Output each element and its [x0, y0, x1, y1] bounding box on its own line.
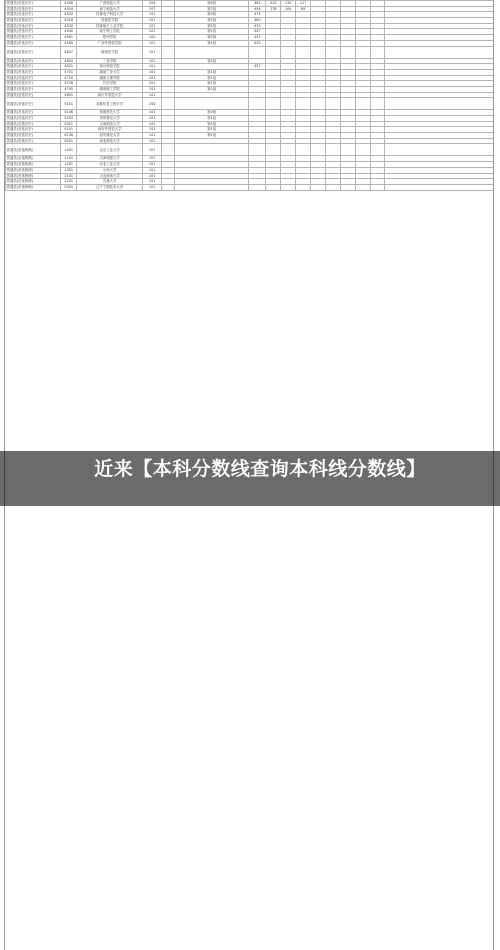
table-cell: 117	[296, 1, 311, 7]
table-cell: 普通类(首选历史)	[6, 12, 61, 18]
table-cell	[162, 98, 175, 110]
table-cell	[249, 184, 266, 190]
table-cell	[355, 144, 370, 156]
table-cell	[296, 98, 311, 110]
table-cell: 101	[143, 121, 162, 127]
table-cell: 普通类(首选历史)	[6, 64, 61, 70]
table-cell: 南宁理工学院	[77, 29, 143, 35]
table-cell: 474	[249, 12, 266, 18]
table-cell: 101	[143, 133, 162, 139]
table-cell: 4526	[61, 18, 77, 24]
table-cell: 第1组	[174, 86, 248, 92]
table-cell: 5101	[61, 98, 77, 110]
table-cell: 5321	[61, 121, 77, 127]
table-cell: 梧州学院	[77, 35, 143, 41]
table-cell	[266, 144, 281, 156]
table-cell: 第1组	[174, 75, 248, 81]
table-cell: 普通类(首选物理)	[6, 156, 61, 162]
table-cell	[281, 98, 296, 110]
table-cell: 2201	[61, 179, 77, 185]
table-cell: 普通类(首选历史)	[6, 121, 61, 127]
table-cell: 101	[143, 81, 162, 87]
table-cell	[325, 46, 340, 58]
table-cell: 大连海事大学	[77, 173, 143, 179]
table-cell: 480	[249, 18, 266, 24]
table-cell: 广西师范大学	[77, 1, 143, 7]
table-cell: 204	[143, 98, 162, 110]
table-cell: 普通类(首选历史)	[6, 86, 61, 92]
table-cell: 101	[143, 116, 162, 122]
table-cell: 第1组	[174, 40, 248, 46]
table-cell: 101	[143, 144, 162, 156]
table-cell: 101	[143, 69, 162, 75]
table-cell: 三亚学院	[77, 58, 143, 64]
table-cell	[325, 184, 340, 190]
table-cell: 101	[143, 179, 162, 185]
table-cell: 101	[143, 58, 162, 64]
table-row	[6, 46, 495, 58]
table-cell	[325, 144, 340, 156]
table-cell: 吉林大学	[77, 179, 143, 185]
table-cell	[355, 184, 370, 190]
table-cell: 普通类(首选历史)	[6, 18, 61, 24]
table-cell: 普通类(首选历史)	[6, 6, 61, 12]
table-cell: 4565	[61, 40, 77, 46]
table-cell: 普通类(首选物理)	[6, 173, 61, 179]
table-cell: 第7组	[174, 6, 248, 12]
table-cell: 普通类(首选物理)	[6, 162, 61, 168]
table-cell: 西南科技大学	[77, 110, 143, 116]
table-cell	[296, 144, 311, 156]
table-cell	[249, 144, 266, 156]
table-cell: 贵州财经大学	[77, 116, 143, 122]
table-cell: 第5组	[174, 12, 248, 18]
table-cell: 101	[143, 162, 162, 168]
table-cell: 101	[143, 138, 162, 144]
table-cell	[174, 98, 248, 110]
table-cell: 西安财经大学	[77, 133, 143, 139]
table-cell: 1001	[61, 144, 77, 156]
table-cell: 辽宁工程技术大学	[77, 184, 143, 190]
table-body	[6, 1, 495, 191]
table-cell	[340, 184, 355, 190]
table-cell	[249, 46, 266, 58]
table-cell: 101	[143, 127, 162, 133]
table-cell: 普通类(首选历史)	[6, 81, 61, 87]
table-cell: 1101	[61, 156, 77, 162]
table-cell	[162, 46, 175, 58]
table-cell: 普通类(首选历史)	[6, 127, 61, 133]
table-cell: 北京工业大学	[77, 144, 143, 156]
table-cell: 6101	[61, 127, 77, 133]
table-cell: 第6组	[174, 1, 248, 7]
table-cell: 447	[249, 29, 266, 35]
table-cell: 5203	[61, 116, 77, 122]
table-cell: 琼台师范学院	[77, 64, 143, 70]
table-cell: 4516	[61, 6, 77, 12]
table-cell: 普通类(首选物理)	[6, 184, 61, 190]
table-cell: 第1组	[174, 133, 248, 139]
table-cell	[311, 46, 326, 58]
table-cell: 广西外国语学院	[77, 40, 143, 46]
table-cell: 104	[281, 6, 296, 12]
table-cell: 第2组	[174, 35, 248, 41]
table-cell	[340, 46, 355, 58]
table-cell	[266, 46, 281, 58]
table-cell: 西北师范大学	[77, 138, 143, 144]
table-cell: 普通类(首选历史)	[6, 35, 61, 41]
table-cell: 101	[143, 173, 162, 179]
table-cell: 102	[143, 35, 162, 41]
table-cell: 桂林医学院	[77, 18, 143, 24]
table-cell: 第4组	[174, 110, 248, 116]
table-cell: 6136	[61, 133, 77, 139]
table-cell: 桂林电子科技大学	[77, 12, 143, 18]
table-cell: 432	[249, 40, 266, 46]
table-cell: 101	[143, 29, 162, 35]
table-cell: 普通类(首选历史)	[6, 92, 61, 98]
table-cell: 普通类(首选历史)	[6, 40, 61, 46]
table-cell	[370, 98, 385, 110]
table-cell: 2301	[61, 184, 77, 190]
table-cell: 第1组	[174, 23, 248, 29]
table-cell: 湖南理工学院	[77, 86, 143, 92]
table-cell: 海南医学院	[77, 46, 143, 58]
table-cell: 110	[281, 1, 296, 7]
table-cell: 第1组	[174, 18, 248, 24]
table-cell: 104	[143, 1, 162, 7]
table-cell	[370, 144, 385, 156]
table-cell: 457	[249, 64, 266, 70]
table-cell	[311, 184, 326, 190]
table-cell: 210	[266, 1, 281, 7]
table-cell: 101	[143, 64, 162, 70]
table-cell: 第1组	[174, 116, 248, 122]
table-cell: 101	[143, 46, 162, 58]
table-cell: 山西大学	[77, 167, 143, 173]
table-cell: 4716	[61, 75, 77, 81]
table-cell: 101	[143, 23, 162, 29]
table-cell: 4801	[61, 92, 77, 98]
table-cell	[311, 144, 326, 156]
table-cell: 5146	[61, 110, 77, 116]
table-cell: 普通类(首选物理)	[6, 167, 61, 173]
table-cell: 第1组	[174, 29, 248, 35]
table-cell: 第1组	[174, 127, 248, 133]
table-cell	[281, 46, 296, 58]
table-cell	[385, 98, 494, 110]
table-cell	[162, 184, 175, 190]
table-cell: 1201	[61, 162, 77, 168]
table-cell: 湖南工业大学	[77, 69, 143, 75]
table-cell: 4530	[61, 23, 77, 29]
table-cell: 1301	[61, 167, 77, 173]
table-cell: 普通类(首选历史)	[6, 75, 61, 81]
table-cell: 湖南文理学院	[77, 75, 143, 81]
table-cell	[174, 46, 248, 58]
table-cell: 第1组	[174, 121, 248, 127]
table-cell: 458	[249, 6, 266, 12]
table-cell: 101	[143, 86, 162, 92]
table-cell	[281, 184, 296, 190]
table-cell	[325, 98, 340, 110]
table-cell	[370, 184, 385, 190]
table-cell: 432	[249, 23, 266, 29]
table-cell: 101	[143, 167, 162, 173]
table-cell: 4540	[61, 29, 77, 35]
table-cell	[162, 144, 175, 156]
table-cell: 101	[143, 40, 162, 46]
table-cell: 101	[143, 110, 162, 116]
table-cell: 普通类(首选物理)	[6, 179, 61, 185]
table-cell: 云南师范大学	[77, 121, 143, 127]
table-cell: 4561	[61, 35, 77, 41]
table-cell: 4745	[61, 86, 77, 92]
table-cell: 4631	[61, 64, 77, 70]
table-cell	[355, 46, 370, 58]
table-cell	[249, 98, 266, 110]
table-cell: 101	[143, 92, 162, 98]
table-cell	[311, 98, 326, 110]
table-cell: 普通类(首选历史)	[6, 46, 61, 58]
table-cell: 4620	[61, 58, 77, 64]
table-cell: 普通类(首选历史)	[6, 133, 61, 139]
table-cell	[385, 184, 494, 190]
table-cell: 普通类(首选历史)	[6, 98, 61, 110]
table-cell	[385, 46, 494, 58]
table-cell	[266, 98, 281, 110]
table-cell: 4607	[61, 46, 77, 58]
table-cell: 447	[249, 35, 266, 41]
table-cell: 天津城建大学	[77, 156, 143, 162]
table-cell: 普通类(首选历史)	[6, 23, 61, 29]
table-cell	[355, 98, 370, 110]
table-cell	[174, 184, 248, 190]
table-cell: 普通类(首选历史)	[6, 69, 61, 75]
table-row	[6, 184, 495, 190]
table-cell: 第1组	[174, 81, 248, 87]
table-cell: 西安外国语大学	[77, 127, 143, 133]
table-cell	[296, 184, 311, 190]
table-cell	[281, 144, 296, 156]
table-cell: 普通类(首选历史)	[6, 110, 61, 116]
table-cell	[296, 46, 311, 58]
article-title: 近来【本科分数线查询本科线分数线】	[94, 458, 426, 480]
table-cell: 普通类(首选历史)	[6, 29, 61, 35]
table-cell: 四川外国语大学	[77, 92, 143, 98]
table-cell: 101	[143, 12, 162, 18]
table-cell: 普通类(首选历史)	[6, 116, 61, 122]
table-cell: 101	[143, 75, 162, 81]
table-cell: 成都信息工程大学	[77, 98, 143, 110]
admission-score-table	[5, 0, 494, 191]
table-cell	[385, 144, 494, 156]
table-cell	[174, 144, 248, 156]
table-cell: 河北工业大学	[77, 162, 143, 168]
table-cell: 2101	[61, 173, 77, 179]
table-cell: 4728	[61, 81, 77, 87]
table-cell: 4701	[61, 69, 77, 75]
table-cell: 南宁师范大学	[77, 6, 143, 12]
table-cell	[340, 98, 355, 110]
table-cell: 6201	[61, 138, 77, 144]
table-cell: 桂林航天工业学院	[77, 23, 143, 29]
table-cell	[340, 144, 355, 156]
table-cell: 普通类(首选历史)	[6, 58, 61, 64]
table-cell: 普通类(首选历史)	[6, 1, 61, 7]
table-cell	[266, 184, 281, 190]
table-cell: 101	[143, 18, 162, 24]
table-cell: 普通类(首选物理)	[6, 144, 61, 156]
table-cell: 107	[143, 6, 162, 12]
table-cell: 101	[143, 184, 162, 190]
table-cell	[370, 46, 385, 58]
table-cell: 长沙学院	[77, 81, 143, 87]
table-cell: 第1组	[174, 69, 248, 75]
table-cell: 89	[296, 6, 311, 12]
table-row	[6, 98, 495, 110]
table-cell: 4520	[61, 12, 77, 18]
table-cell: 4506	[61, 1, 77, 7]
table-cell: 普通类(首选历史)	[6, 138, 61, 144]
table-row	[6, 144, 495, 156]
table-cell: 第1组	[174, 58, 248, 64]
table-cell: 178	[266, 6, 281, 12]
table-cell: 461	[249, 1, 266, 7]
table-cell: 101	[143, 156, 162, 162]
